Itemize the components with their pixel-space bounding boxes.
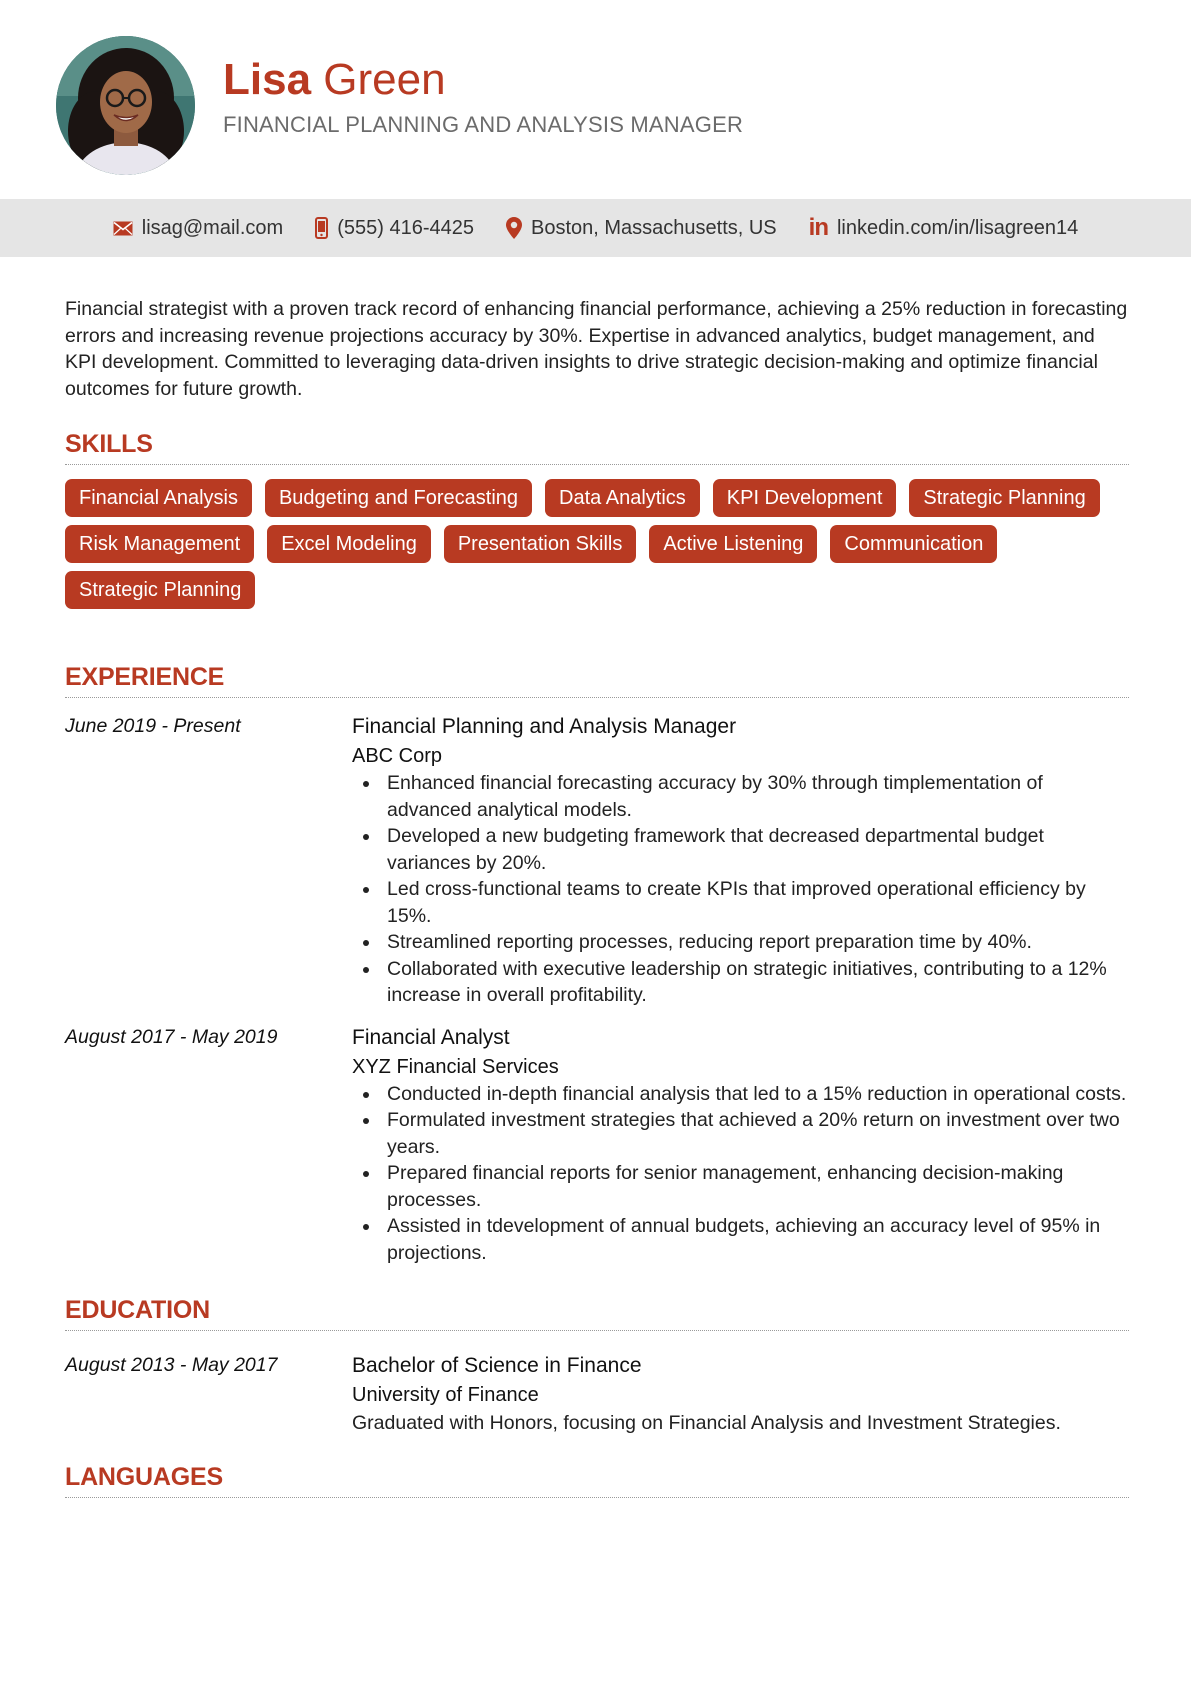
location-pin-icon <box>506 217 522 239</box>
experience-dates: June 2019 - Present <box>65 715 241 737</box>
skill-chip: KPI Development <box>713 479 897 517</box>
experience-bullet: Collaborated with executive leadership on strategic initiatives, contributing to a 12% increase in overall profitability. <box>352 956 1129 1009</box>
contact-location <box>506 217 777 240</box>
education-entry <box>65 1351 1129 1437</box>
experience-details <box>352 1023 1129 1267</box>
contact-bar <box>0 199 1191 257</box>
phone-icon <box>315 217 328 239</box>
experience-bullet: Led cross-functional teams to create KPIs that improved operational efficiency by 15%. <box>352 876 1129 929</box>
contact-email[interactable] <box>113 217 283 240</box>
education-degree: Bachelor of Science in Finance <box>352 1354 642 1377</box>
skill-chip: Data Analytics <box>545 479 700 517</box>
experience-company: XYZ Financial Services <box>352 1055 559 1078</box>
experience-dates: August 2017 - May 2019 <box>65 1025 278 1048</box>
skill-chip: Budgeting and Forecasting <box>265 479 532 517</box>
skill-chip: Presentation Skills <box>444 525 637 563</box>
skill-chip: Excel Modeling <box>267 525 431 563</box>
education-dates: August 2013 - May 2017 <box>65 1354 278 1376</box>
experience-bullet: Developed a new budgeting framework that decreased departmental budget variances by 20%. <box>352 823 1129 876</box>
experience-section <box>65 663 1129 1266</box>
profile-photo <box>56 36 195 175</box>
experience-bullet: Enhanced financial forecasting accuracy by 30% through timplementation of advanced analytical models. <box>352 770 1129 823</box>
languages-section <box>65 1463 1129 1498</box>
skill-chip: Strategic Planning <box>65 571 255 609</box>
linkedin-text: linkedin.com/in/lisagreen14 <box>836 216 1079 239</box>
experience-entry <box>65 1023 1129 1267</box>
experience-bullet: Formulated investment strategies that achieved a 20% return on investment over two years. <box>352 1107 1129 1160</box>
last-name: Green <box>323 55 446 104</box>
education-title: EDUCATION <box>65 1296 1129 1331</box>
professional-summary: Financial strategist with a proven track record of enhancing financial performance, achieving a 25% reduction in forecasting errors and increasing revenue projections accuracy by 30%. Expertise in advanced analytics, budget management, and KPI development. Committed to leveraging data-driven insights to drive strategic decision-making and optimize financial outcomes for future growth. <box>65 298 1128 400</box>
skill-chip: Risk Management <box>65 525 254 563</box>
contact-linkedin[interactable] <box>808 214 1079 241</box>
location-text: Boston, Massachusetts, US <box>530 216 777 239</box>
profile-photo-illustration <box>56 36 195 175</box>
experience-role: Financial Analyst <box>352 1025 510 1049</box>
experience-bullet: Conducted in-depth financial analysis that led to a 15% reduction in operational costs. <box>352 1081 1129 1108</box>
skill-chip: Active Listening <box>649 525 817 563</box>
experience-company: ABC Corp <box>352 745 443 767</box>
job-title: FINANCIAL PLANNING AND ANALYSIS MANAGER <box>223 112 744 137</box>
email-icon <box>113 221 133 236</box>
phone-text: (555) 416-4425 <box>337 216 474 239</box>
resume-body <box>65 296 1129 1498</box>
experience-bullets <box>352 770 1129 1009</box>
education-school: University of Finance <box>352 1384 539 1406</box>
experience-title: EXPERIENCE <box>65 663 1129 698</box>
linkedin-icon: in <box>808 214 828 241</box>
experience-bullets <box>352 1081 1129 1267</box>
contact-phone[interactable] <box>315 217 474 240</box>
email-text: lisag@mail.com <box>141 216 284 239</box>
candidate-name <box>223 50 446 110</box>
experience-entry <box>65 712 1129 1009</box>
skills-title: SKILLS <box>65 430 1129 465</box>
education-description: Graduated with Honors, focusing on Financial Analysis and Investment Strategies. <box>352 1412 1061 1434</box>
experience-details <box>352 712 1129 1009</box>
education-section <box>65 1296 1129 1437</box>
experience-bullet: Prepared financial reports for senior management, enhancing decision-making processes. <box>352 1160 1129 1213</box>
experience-bullet: Streamlined reporting processes, reducing report preparation time by 40%. <box>352 929 1129 956</box>
languages-title: LANGUAGES <box>65 1463 1129 1498</box>
experience-role: Financial Planning and Analysis Manager <box>352 715 737 738</box>
skill-chip: Financial Analysis <box>65 479 252 517</box>
skill-chip: Communication <box>830 525 997 563</box>
education-details <box>352 1351 1129 1437</box>
skills-section <box>65 430 1129 609</box>
first-name: Lisa <box>223 55 312 104</box>
resume-header <box>0 0 1191 200</box>
skill-chip: Strategic Planning <box>909 479 1099 517</box>
skills-list <box>65 479 1129 609</box>
experience-bullet: Assisted in tdevelopment of annual budgets, achieving an accuracy level of 95% in projections. <box>352 1213 1129 1266</box>
